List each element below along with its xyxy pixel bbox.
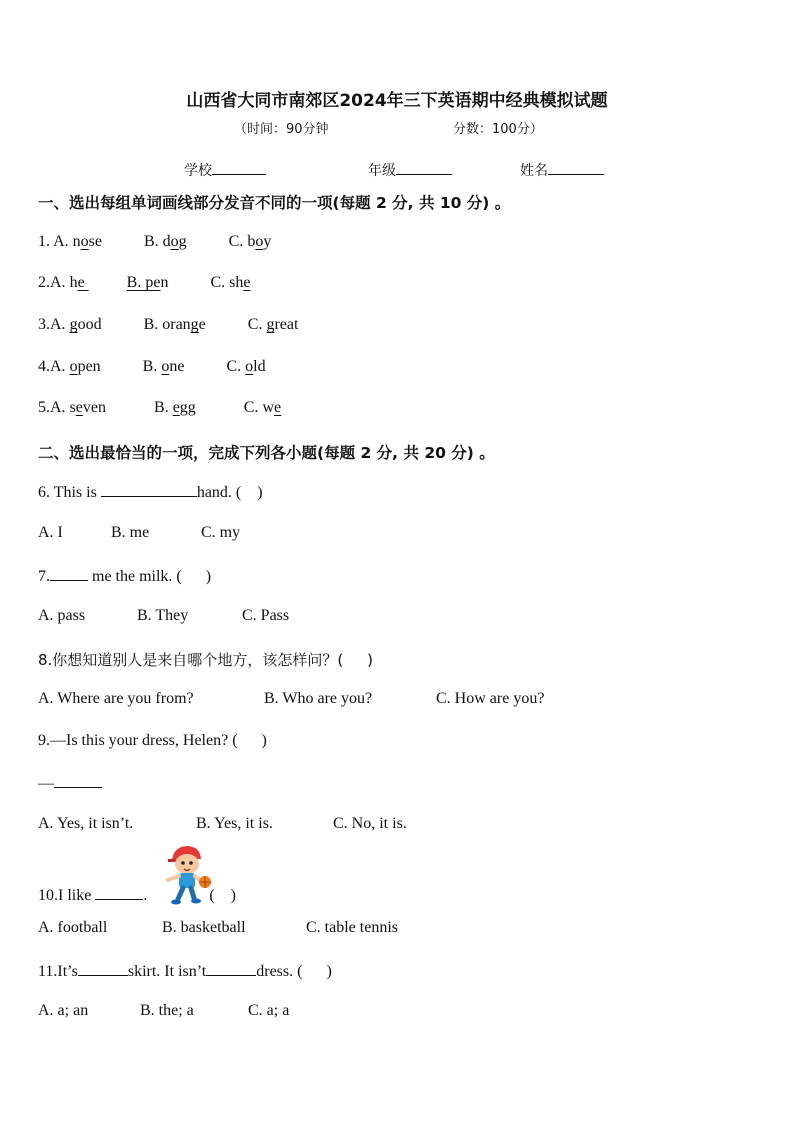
grade-label: 年级 <box>368 163 396 179</box>
school-label: 学校 <box>184 163 212 179</box>
exam-time: （时间：90分钟 <box>234 122 329 137</box>
option-c[interactable]: C. my <box>201 524 241 541</box>
grade-blank[interactable] <box>396 160 452 175</box>
question-6: 6. This is hand. ( ) <box>38 484 263 501</box>
answer-blank[interactable] <box>54 773 102 788</box>
option-c[interactable]: C. Pass <box>242 607 290 624</box>
answer-blank[interactable] <box>101 482 197 497</box>
question-3: 3.A. good B. orange C. great <box>38 316 299 333</box>
answer-blank[interactable] <box>206 961 256 976</box>
question-9-answer-line: — <box>38 773 102 793</box>
section1-heading: 一、选出每组单词画线部分发音不同的一项(每题 2 分, 共 10 分) 。 <box>38 194 511 212</box>
question-10: 10.I like . ( ) <box>38 887 236 904</box>
option-a[interactable]: A. football <box>38 919 108 936</box>
question-4: 4.A. open B. one C. old <box>38 358 266 375</box>
answer-blank[interactable] <box>50 566 88 581</box>
option-c[interactable]: C. a; a <box>248 1002 290 1019</box>
grade-field[interactable] <box>368 160 452 180</box>
name-blank[interactable] <box>548 160 604 175</box>
section2-heading: 二、选出最恰当的一项，完成下列各小题(每题 2 分, 共 20 分) 。 <box>38 444 495 462</box>
option-b[interactable]: B. They <box>137 607 189 624</box>
question-9-options <box>38 815 407 833</box>
question-11: 11.It’s skirt. It isn’t dress. ( ) <box>38 963 332 980</box>
option-b[interactable]: B. Yes, it is. <box>196 815 273 832</box>
boy-basketball-image <box>160 842 216 906</box>
exam-score: 分数：100分） <box>453 122 543 137</box>
option-a[interactable]: A. Yes, it isn’t. <box>38 815 134 832</box>
question-7-options <box>38 607 289 625</box>
answer-blank[interactable] <box>78 961 128 976</box>
question-8-options <box>38 690 544 708</box>
option-c[interactable]: C. table tennis <box>306 919 398 936</box>
option-a[interactable]: A. Where are you from? <box>38 690 194 707</box>
option-b[interactable]: B. me <box>111 524 150 541</box>
question-1: 1. A. nose B. dog C. boy <box>38 233 272 250</box>
option-b[interactable]: B. basketball <box>162 919 246 936</box>
school-field[interactable] <box>184 160 266 180</box>
question-2: 2.A. he B. pen C. she <box>38 274 251 291</box>
answer-blank[interactable] <box>95 885 143 900</box>
question-5: 5.A. seven B. egg C. we <box>38 399 282 416</box>
question-9: 9.—Is this your dress, Helen? ( ) <box>38 732 267 749</box>
option-c[interactable]: C. No, it is. <box>333 815 407 832</box>
option-a[interactable]: A. pass <box>38 607 86 624</box>
question-6-options <box>38 524 240 542</box>
page-title: 山西省大同市南郊区2024年三下英语期中经典模拟试题 <box>186 91 608 111</box>
option-a[interactable]: A. a; an <box>38 1002 89 1019</box>
question-7: 7. me the milk. ( ) <box>38 568 212 585</box>
option-b[interactable]: B. Who are you? <box>264 690 373 707</box>
name-field[interactable] <box>520 160 604 180</box>
option-b[interactable]: B. the; a <box>140 1002 194 1019</box>
option-a[interactable]: A. I <box>38 524 63 541</box>
name-label: 姓名 <box>520 163 548 179</box>
question-11-options <box>38 1002 289 1020</box>
option-c[interactable]: C. How are you? <box>436 690 545 707</box>
question-8: 8.你想知道别人是来自哪个地方，该怎样问？( ) <box>38 651 374 669</box>
question-10-options <box>38 919 398 937</box>
school-blank[interactable] <box>212 160 266 175</box>
